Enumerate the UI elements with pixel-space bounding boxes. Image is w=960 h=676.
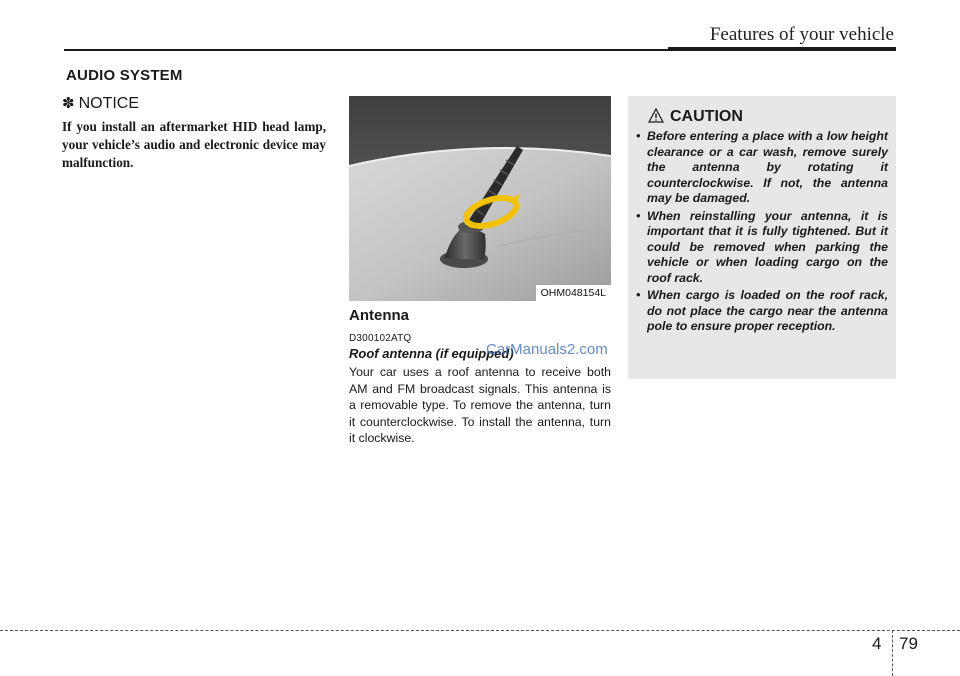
caution-item [628,288,896,335]
notice-heading-label: NOTICE [78,95,140,112]
footer-rule [0,630,960,631]
caution-bullet: • [636,288,641,302]
caution-item-text: When reinstalling your antenna, it is important that it is fully tightened. But it could be removed when parking the vehicle or when loading cargo on the roof rack. [647,208,888,285]
caution-item-text: When cargo is loaded on the roof rack, do not place the cargo near the antenna pole to ensure proper reception. [647,288,888,333]
warning-triangle-icon [648,108,664,128]
notice-body: If you install an aftermarket HID head lamp, your vehicle’s audio and electronic device may malfunction. [62,119,326,170]
caution-title-label: CAUTION [670,108,743,125]
figure-code: OHM048154L [536,285,611,301]
caution-item [628,209,896,287]
section-title: AUDIO SYSTEM [66,67,183,84]
notice-heading [62,94,139,113]
roof-antenna-illustration [349,96,611,301]
footer-separator [892,630,893,676]
caution-bullet: • [636,129,641,143]
antenna-body: Your car uses a roof antenna to receive both AM and FM broadcast signals. This antenna is a removable type. To remove the antenna, turn it counterclockwise. To install the antenna, turn it clockwise. [349,365,611,445]
antenna-subheading: Roof antenna (if equipped) [349,346,514,361]
footer-chapter-number: 4 [872,634,882,653]
caution-title [648,108,743,128]
roof-antenna-drawing [349,96,611,301]
notice-mark-icon: ✽ [62,95,75,112]
caution-list [628,129,896,337]
caution-item-text: Before entering a place with a low height clearance or a car wash, remove surely the antenna by rotating it counterclockwise. If not, the antenna may be damaged. [647,129,888,205]
header-rule-accent [668,47,896,50]
footer-page-number: 79 [899,634,918,653]
watermark-link[interactable]: CarManuals2.com [486,341,608,358]
caution-box [628,96,896,379]
caution-bullet: • [636,208,641,223]
antenna-heading: Antenna [349,307,409,324]
antenna-reference-code: D300102ATQ [349,333,412,344]
running-header-title: Features of your vehicle [709,24,894,45]
caution-item [628,129,896,207]
